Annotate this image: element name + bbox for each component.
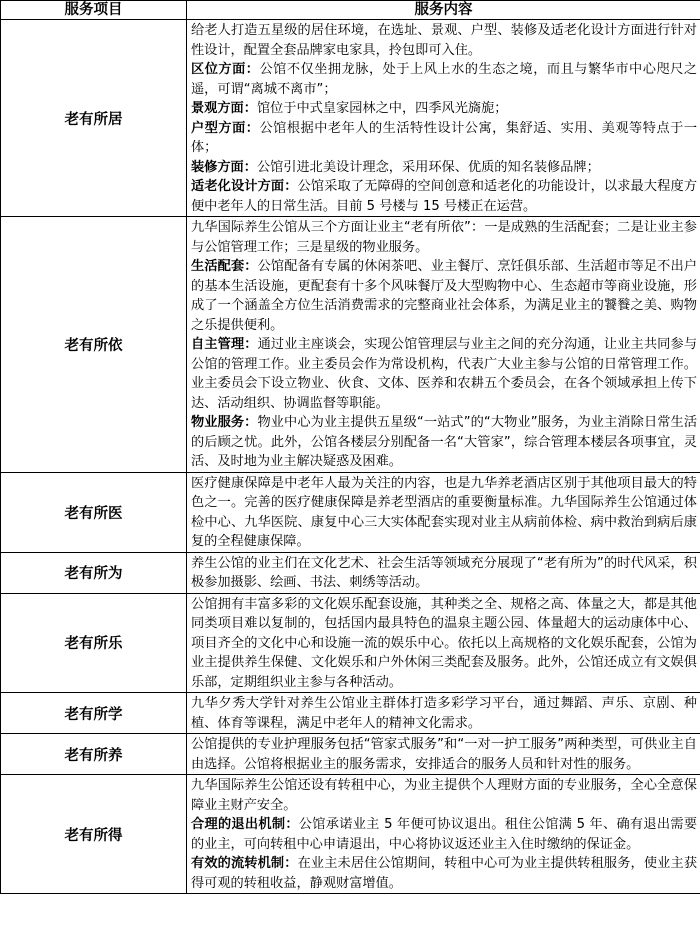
service-content — [187, 734, 700, 775]
paragraph-text: 养生公馆的业主们在文化艺术、社会生活等领域充分展现了“老有所为”的时代风采，积极参加摄影、绘画、书法、刺绣等活动。 — [191, 555, 697, 590]
paragraph-text: 九华国际养生公馆还设有转租中心，为业主提供个人理财方面的专业服务，全心全意保障业主财产安全。 — [191, 778, 697, 813]
content-paragraph — [191, 335, 697, 413]
content-paragraph — [191, 595, 697, 693]
service-item-name: 老有所乐 — [1, 593, 187, 693]
paragraph-text: 在业主未居住公馆期间，转租中心可为业主提供转租服务，使业主获得可观的转租收益，静观财富增值。 — [191, 856, 698, 891]
service-item-name: 老有所居 — [1, 20, 187, 217]
paragraph-text: 给老人打造五星级的居住环境，在选址、景观、户型、装修及适老化设计方面进行针对性设计，配置全套品牌家电家具，拎包即可入住。 — [191, 23, 697, 58]
service-content — [187, 552, 700, 593]
paragraph-text: 公馆配备有专属的休闲茶吧、业主餐厅、烹饪俱乐部、生活超市等足不出户的基本生活设施，更配套有十多个风味餐厅及大型购物中心、生态超市等商业设施，形成了一个涵盖全方位生活消费需求的完整商业社会体系，为满足业主的饕餮之美、购物之乐提供便利。 — [191, 259, 698, 333]
content-paragraph — [191, 776, 697, 815]
paragraph-label: 装修方面： — [191, 159, 257, 175]
paragraph-text: 公馆不仅坐拥龙脉，处于上风上水的生态之境，而且与繁华市中心咫尺之遥，可谓“离城不离市”； — [191, 62, 698, 97]
paragraph-text: 馆位于中式皇家园林之中，四季风光旖旎； — [256, 101, 508, 116]
service-content — [187, 217, 700, 473]
table-row — [1, 775, 700, 894]
table-row — [1, 20, 700, 217]
content-paragraph — [191, 815, 697, 854]
paragraph-text: 公馆承诺业主 5 年便可协议退出。租住公馆满 5 年、确有退出需要的业主，可向转租中心申请退出，中心将协议返还业主入住时缴纳的保证金。 — [191, 817, 698, 852]
content-paragraph — [191, 21, 697, 60]
content-paragraph — [191, 257, 697, 335]
paragraph-label: 景观方面： — [191, 101, 257, 116]
paragraph-text: 医疗健康保障是中老年人最为关注的内容，也是九华养老酒店区别于其他项目最大的特色之一。完善的医疗健康保障是养老型酒店的重要衡量标准。九华国际养生公馆通过体检中心、九华医院、康复中心三大实体配套实现对业主从病前体检、病中救治到病后康复的全程健康保障。 — [191, 475, 697, 549]
paragraph-text: 通过业主座谈会，实现公馆管理层与业主之间的充分沟通，让业主共同参与公馆的管理工作。业主委员会作为常设机构，代表广大业主参与公馆的日常管理工作。业主委员会下设立物业、伙食、文体、医养和农耕五个委员会，在各个领域承担上传下达、活动组织、协调监督等职能。 — [191, 337, 698, 411]
table-row — [1, 734, 700, 775]
header-service-item: 服务项目 — [1, 1, 187, 20]
content-paragraph — [191, 218, 697, 257]
table-header-row — [1, 1, 700, 20]
service-content — [187, 775, 700, 894]
content-paragraph — [191, 474, 697, 552]
paragraph-label: 户型方面： — [191, 120, 260, 136]
service-item-name: 老有所学 — [1, 693, 187, 734]
content-paragraph — [191, 60, 697, 99]
content-paragraph — [191, 854, 697, 893]
paragraph-label: 有效的流转机制： — [191, 856, 298, 871]
paragraph-text: 公馆根据中老年人的生活特性设计公寓，集舒适、实用、美观等特点于一体； — [191, 120, 698, 155]
paragraph-label: 生活配套： — [191, 259, 258, 274]
paragraph-text: 公馆引进北美设计理念，采用环保、优质的知名装修品牌； — [256, 159, 600, 175]
content-paragraph — [191, 177, 697, 216]
paragraph-text: 公馆拥有丰富多彩的文化娱乐配套设施，其种类之全、规格之高、体量之大，都是其他同类项目难以复制的，包括国内最具特色的温泉主题公园、体量超大的运动康体中心、项目齐全的文化中心和设施一流的娱乐中心。依托以上高规格的文化娱乐配套，公馆为业主提供养生保健、文化娱乐和户外休闲三类配套及服务。此外，公馆还成立有文娱俱乐部，定期组织业主参与各种活动。 — [191, 596, 697, 690]
content-paragraph — [191, 119, 697, 158]
service-content — [187, 20, 700, 217]
table-row — [1, 217, 700, 473]
paragraph-label: 区位方面： — [191, 62, 260, 77]
service-item-name: 老有所得 — [1, 775, 187, 894]
service-item-name: 老有所为 — [1, 552, 187, 593]
content-paragraph — [191, 99, 697, 119]
header-service-content: 服务内容 — [187, 1, 700, 20]
service-content — [187, 593, 700, 693]
paragraph-text: 九华国际养生公馆从三个方面让业主“老有所依”：一是成熟的生活配套；二是让业主参与公馆管理工作；三是星级的物业服务。 — [191, 220, 697, 255]
paragraph-text: 公馆提供的专业护理服务包括“管家式服务”和“一对一护工服务”两种类型，可供业主自由选择。公馆将根据业主的服务需求，安排适合的服务人员和针对性的服务。 — [191, 737, 697, 772]
service-content — [187, 693, 700, 734]
paragraph-label: 适老化设计方面： — [191, 179, 298, 194]
service-item-name: 老有所养 — [1, 734, 187, 775]
service-item-name: 老有所医 — [1, 472, 187, 552]
content-paragraph — [191, 413, 697, 472]
table-row — [1, 552, 700, 593]
content-paragraph — [191, 158, 697, 178]
service-content — [187, 472, 700, 552]
paragraph-label: 自主管理： — [191, 337, 258, 352]
paragraph-label: 物业服务： — [191, 415, 258, 430]
content-paragraph — [191, 694, 697, 733]
content-paragraph — [191, 735, 697, 774]
paragraph-text: 物业中心为业主提供五星级“一站式”的“大物业”服务，为业主消除日常生活的后顾之忧。此外，公馆各楼层分别配备一名“大管家”，综合管理本楼层各项事宜，灵活、及时地为业主解决疑惑及困难。 — [191, 415, 698, 469]
table-row — [1, 693, 700, 734]
paragraph-text: 九华夕秀大学针对养生公馆业主群体打造多彩学习平台，通过舞蹈、声乐、京剧、种植、体育等课程，满足中老年人的精神文化需求。 — [191, 696, 697, 731]
table-row — [1, 472, 700, 552]
paragraph-text: 公馆采取了无障碍的空间创意和适老化的功能设计，以求最大程度方便中老年人的日常生活。目前 5 号楼与 15 号楼正在运营。 — [191, 179, 698, 214]
paragraph-label: 合理的退出机制： — [191, 817, 299, 832]
service-item-name: 老有所依 — [1, 217, 187, 473]
table-row — [1, 593, 700, 693]
content-paragraph — [191, 554, 697, 593]
